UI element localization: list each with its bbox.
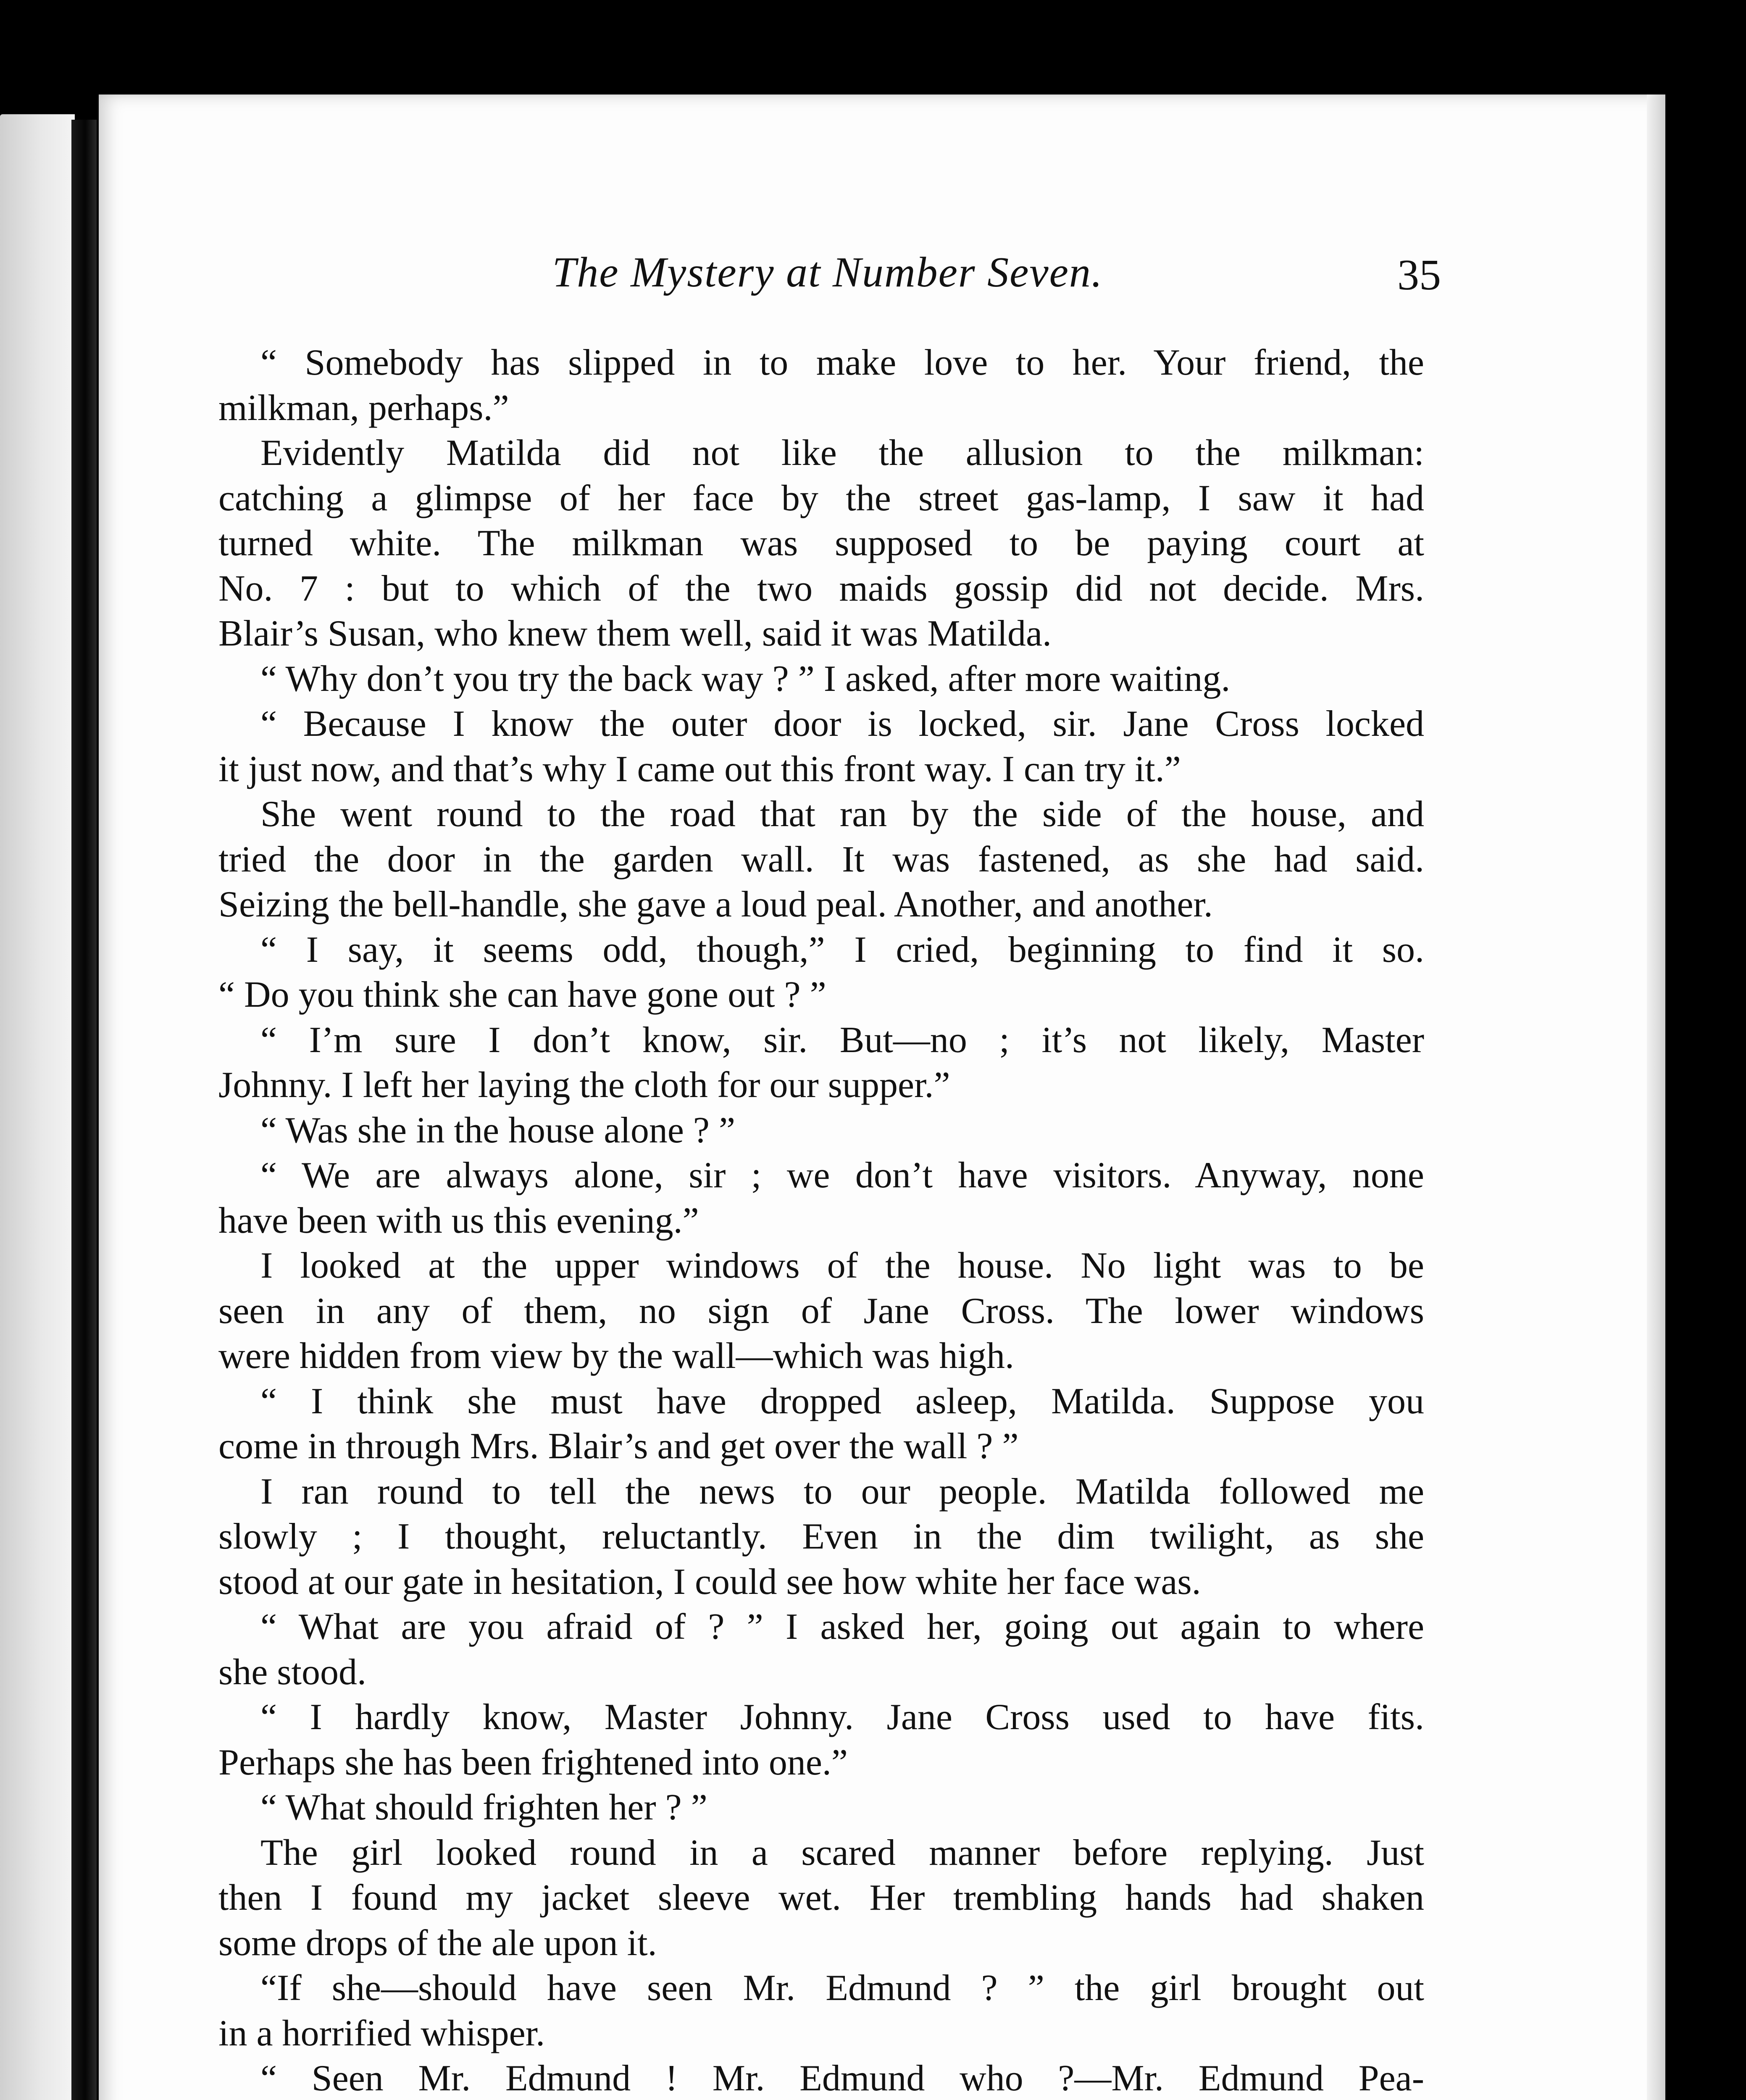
text-line: “ We are always alone, sir ; we don’t have visitors. Anyway, none bbox=[260, 1155, 1424, 1196]
body-text bbox=[218, 340, 1424, 2100]
text-line: some drops of the ale upon it. bbox=[218, 1922, 657, 1964]
text-line: Perhaps she has been frightened into one.” bbox=[218, 1742, 848, 1783]
text-line: Blair’s Susan, who knew them well, said it was Matilda. bbox=[218, 613, 1052, 654]
text-line: “ Because I know the outer door is locked, sir. Jane Cross locked bbox=[260, 704, 1424, 744]
text-line: then I found my jacket sleeve wet. Her trembling hands had shaken bbox=[218, 1877, 1424, 1918]
text-line: No. 7 : but to which of the two maids gossip did not decide. Mrs. bbox=[218, 568, 1424, 609]
page-number: 35 bbox=[1397, 251, 1441, 299]
page-edge-shadow bbox=[1647, 94, 1665, 2100]
text-line: come in through Mrs. Blair’s and get over the wall ? ” bbox=[218, 1426, 1019, 1467]
text-line: “ What should frighten her ? ” bbox=[260, 1787, 707, 1828]
text-line: in a horrified whisper. bbox=[218, 2013, 545, 2054]
text-line: “ I hardly know, Master Johnny. Jane Cross used to have fits. bbox=[260, 1697, 1424, 1738]
text-line: Johnny. I left her laying the cloth for our supper.” bbox=[218, 1065, 950, 1105]
text-line: “ Do you think she can have gone out ? ” bbox=[218, 974, 826, 1015]
text-line: catching a glimpse of her face by the street gas-lamp, I saw it had bbox=[218, 478, 1424, 519]
text-line: I looked at the upper windows of the house. No light was to be bbox=[260, 1245, 1424, 1286]
text-line: Seizing the bell-handle, she gave a loud peal. Another, and another. bbox=[218, 884, 1213, 925]
text-line: “If she—should have seen Mr. Edmund ? ” the girl brought out bbox=[260, 1968, 1424, 2008]
text-line: stood at our gate in hesitation, I could see how white her face was. bbox=[218, 1561, 1201, 1602]
text-line: Evidently Matilda did not like the allusion to the milkman: bbox=[260, 433, 1424, 473]
running-title: The Mystery at Number Seven. bbox=[552, 249, 1103, 296]
text-line: it just now, and that’s why I came out this front way. I can try it.” bbox=[218, 748, 1181, 790]
text-line: she stood. bbox=[218, 1651, 366, 1693]
text-line: milkman, perhaps.” bbox=[218, 387, 509, 428]
text-line: turned white. The milkman was supposed to be paying court at bbox=[218, 523, 1424, 564]
book-gutter bbox=[71, 120, 97, 2100]
text-line: have been with us this evening.” bbox=[218, 1200, 699, 1241]
text-line: were hidden from view by the wall—which was high. bbox=[218, 1336, 1014, 1376]
facing-page-edge bbox=[0, 114, 75, 2100]
text-line: She went round to the road that ran by the side of the house, and bbox=[260, 794, 1424, 835]
text-line: “ I think she must have dropped asleep, Matilda. Suppose you bbox=[260, 1381, 1424, 1422]
text-line: “ Was she in the house alone ? ” bbox=[260, 1110, 736, 1151]
text-line: tried the door in the garden wall. It was fastened, as she had said. bbox=[218, 839, 1424, 880]
text-line: “ What are you afraid of ? ” I asked her, going out again to where bbox=[260, 1606, 1424, 1647]
text-line: The girl looked round in a scared manner before replying. Just bbox=[260, 1832, 1424, 1873]
text-line: “ Seen Mr. Edmund ! Mr. Edmund who ?—Mr. Edmund Pea- bbox=[260, 2058, 1424, 2099]
text-line: “ I say, it seems odd, though,” I cried, beginning to find it so. bbox=[260, 929, 1424, 970]
text-line: seen in any of them, no sign of Jane Cross. The lower windows bbox=[218, 1290, 1424, 1331]
text-line: slowly ; I thought, reluctantly. Even in the dim twilight, as she bbox=[218, 1516, 1424, 1557]
text-line: “ I’m sure I don’t know, sir. But—no ; it’s not likely, Master bbox=[260, 1019, 1424, 1060]
text-line: “ Somebody has slipped in to make love to her. Your friend, the bbox=[260, 342, 1424, 383]
text-line: “ Why don’t you try the back way ? ” I asked, after more waiting. bbox=[260, 658, 1231, 699]
text-line: I ran round to tell the news to our people. Matilda followed me bbox=[260, 1471, 1424, 1512]
